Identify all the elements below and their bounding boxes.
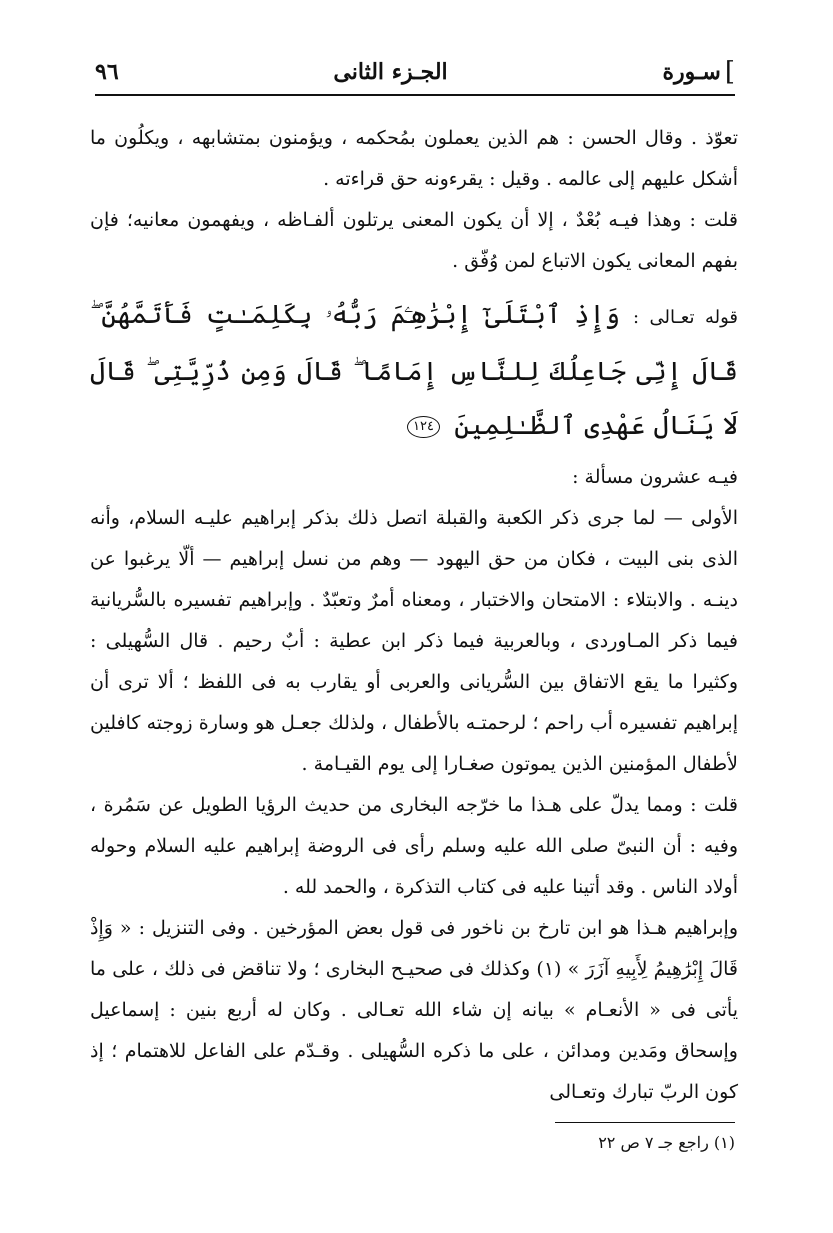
verse-number-marker: ١٢٤ xyxy=(407,416,440,438)
page-header xyxy=(95,50,735,94)
footnote: (١) راجع جـ ٧ ص ٢٢ xyxy=(598,1133,735,1152)
paragraph-4: قلت : ومما يدلّ على هـذا ما خرّجه البخارى من حديث الرؤيا الطويل عن سَمُرة ، وفيه : أن النبىّ صلى الله عليه وسلم رأى فى الروضة إبراهيم عليه السلام وحوله أولاد الناس . وقد أتينا عليه فى كتاب التذكرة ، والحمد لله . xyxy=(90,794,738,898)
page-number: ٩٦ xyxy=(95,59,119,85)
verse-text: وَإِذِ ٱبْتَلَىٰٓ إِبْرَٰهِـۧمَ رَبُّهُۥ بِكَلِمَـٰتٍ فَأَتَمَّهُنَّ ۖ قَالَ إِنِّى جَاعِلُكَ لِلنَّاسِ إِمَامًا ۖ قَالَ وَمِن ذُرِّيَّتِى ۖ قَالَ لَا يَنَالُ عَهْدِى ٱلظَّـٰلِمِينَ xyxy=(90,300,738,441)
opening-bracket: [ xyxy=(724,57,735,87)
surah-label: سـورة xyxy=(662,59,721,85)
verse-intro: قوله تعـالى : xyxy=(632,307,739,328)
section-heading: فيـه عشرون مسألة : xyxy=(572,466,738,488)
paragraph-1: تعوّذ . وقال الحسن : هم الذين يعملون بمُحكمه ، ويؤمنون بمتشابهه ، ويكلُون ما أشكل عليهم إلى عالمه . وقيل : يقرءونه حق قراءته . xyxy=(90,127,738,190)
main-text xyxy=(90,118,738,1113)
footnote-rule xyxy=(555,1122,735,1123)
surah-label-group xyxy=(662,57,735,87)
paragraph-5: وإبراهيم هـذا هو ابن تارخ بن ناخور فى قول بعض المؤرخين . وفى التنزيل : « وَإِذْ قَالَ إِبْرَٰهِيمُ لِأَبِيهِ آزَرَ » (١) وكذلك فى صحيـح البخارى ؛ ولا تناقض فى ذلك ، على ما يأتى فى « الأنعـام » بيانه إن شاء الله تعـالى . وكان له أربع بنين : إسماعيل وإسحاق ومَدين ومدائن ، على ما ذكره السُّهيلى . وقـدّم على الفاعل للاهتمام ؛ إذ كون الربّ تبارك وتعـالى xyxy=(90,917,738,1103)
paragraph-2: قلت : وهذا فيـه بُعْدٌ ، إلا أن يكون المعنى يرتلون ألفـاظه ، ويفهمون معانيه؛ فإن بفهم المعانى يكون الاتباع لمن وُفّق . xyxy=(90,209,738,272)
header-rule xyxy=(95,94,735,96)
verse-block xyxy=(90,288,738,453)
part-title: الجـزء الثانى xyxy=(333,59,448,85)
paragraph-3: الأولى — لما جرى ذكر الكعبة والقبلة اتصل ذلك بذكر إبراهيم عليـه السلام، وأنه الذى بنى البيت ، فكان من حق اليهود — وهم من نسل إبراهيم — ألّا يرغبوا عن دينـه . والابتلاء : الامتحان والاختبار ، ومعناه أمرٌ وتعبّدٌ . وإبراهيم تفسيره بالسُّريانية فيما ذكر المـاوردى ، وبالعربية فيما ذكر ابن عطية : أبٌ رحيم . قال السُّهيلى : وكثيرا ما يقع الاتفاق بين السُّريانى والعربى أو يقارب به فى اللفظ ؛ ألا ترى أن إبراهيم تفسيره أب راحم ؛ لرحمتـه بالأطفال ، ولذلك جعـل هو وسارة زوجته كافلين لأطفال المؤمنين الذين يموتون صغـارا إلى يوم القيـامة . xyxy=(90,507,738,775)
